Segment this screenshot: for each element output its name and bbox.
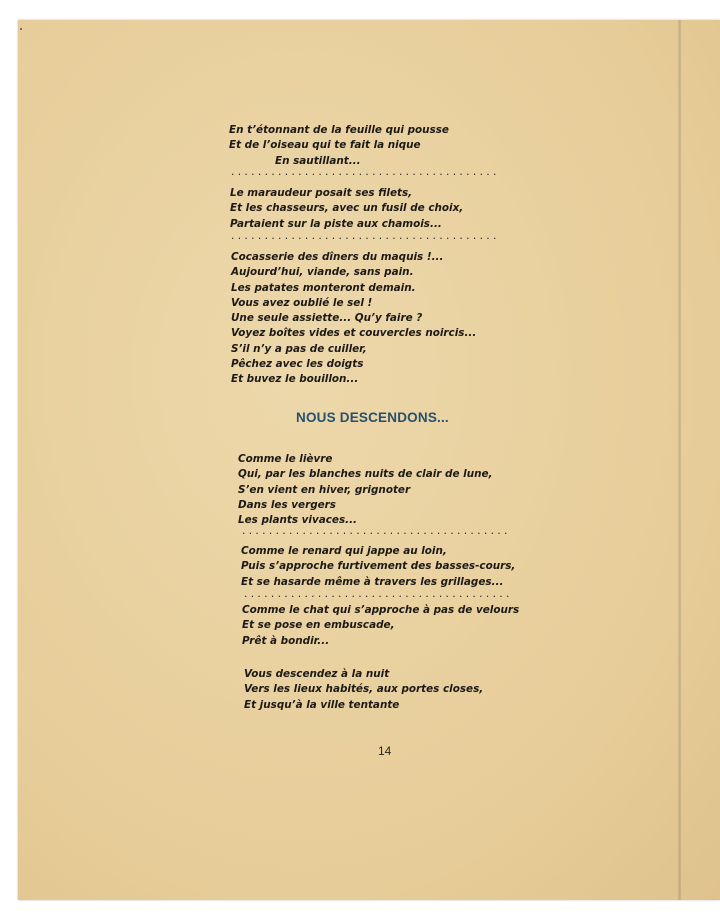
separator-dots-4: ........................................ [243,590,512,600]
poem-line: Une seule assiette... Qu’y faire ? [231,312,423,325]
poem-line: Cocasserie des dîners du maquis !... [231,251,444,263]
poem-line: Aujourd’hui, viande, sans pain. [231,266,414,279]
poem-line: En t’étonnant de la feuille qui pousse [229,124,449,136]
poem-line: Les patates monteront demain. [231,281,416,294]
poem-line: Dans les vergers [238,498,336,511]
poem-line: En sautillant... [275,154,361,167]
poem-line: Comme le renard qui jappe au loin, [241,545,447,557]
page-number: 14 [378,744,392,758]
poem-line: Et les chasseurs, avec un fusil de choix, [230,202,464,215]
poem-line: Et de l’oiseau qui te fait la nique [229,139,421,152]
stanza-4 [238,452,493,528]
poem-line: Prêt à bondir... [242,634,330,647]
poem-line: Vous avez oublié le sel ! [231,296,373,309]
stanza-5 [241,544,515,590]
poem-line: Qui, par les blanches nuits de clair de lune, [238,468,493,481]
separator-dots-2: ........................................ [230,232,499,242]
poem-line: Voyez boîtes vides et couvercles noircis... [231,327,477,340]
stanza-1 [229,123,449,169]
page-fold-shadow [678,20,682,900]
poem-line: Et se hasarde même à travers les grillages... [241,575,504,588]
stanza-2 [230,186,463,232]
stanza-3 [231,250,476,388]
ink-speck [20,28,22,30]
poem-line: Les plants vivaces... [238,514,358,527]
poem-line: S’il n’y a pas de cuiller, [231,342,367,355]
separator-dots-1: ........................................ [230,168,499,178]
poem-line: Et buvez le bouillon... [231,373,359,386]
section-heading: NOUS DESCENDONS... [296,410,449,425]
poem-line: Vous descendez à la nuit [244,668,390,680]
separator-dots-3: ........................................ [241,527,510,537]
poem-line: Puis s’approche furtivement des basses-cours, [241,560,516,573]
poem-line: Le maraudeur posait ses filets, [230,187,413,199]
stanza-7 [244,667,483,713]
poem-line: S’en vient en hiver, grignoter [238,483,411,496]
poem-line: Et jusqu’à la ville tentante [244,698,400,711]
poem-line: Vers les lieux habités, aux portes closes, [244,683,484,696]
poem-line: Et se pose en embuscade, [242,619,395,632]
stanza-6 [242,603,519,649]
poem-line: Comme le chat qui s’approche à pas de velours [242,604,520,616]
poem-line: Comme le lièvre [238,453,333,465]
poem-line: Pêchez avec les doigts [231,358,364,371]
poem-line: Partaient sur la piste aux chamois... [230,217,442,230]
